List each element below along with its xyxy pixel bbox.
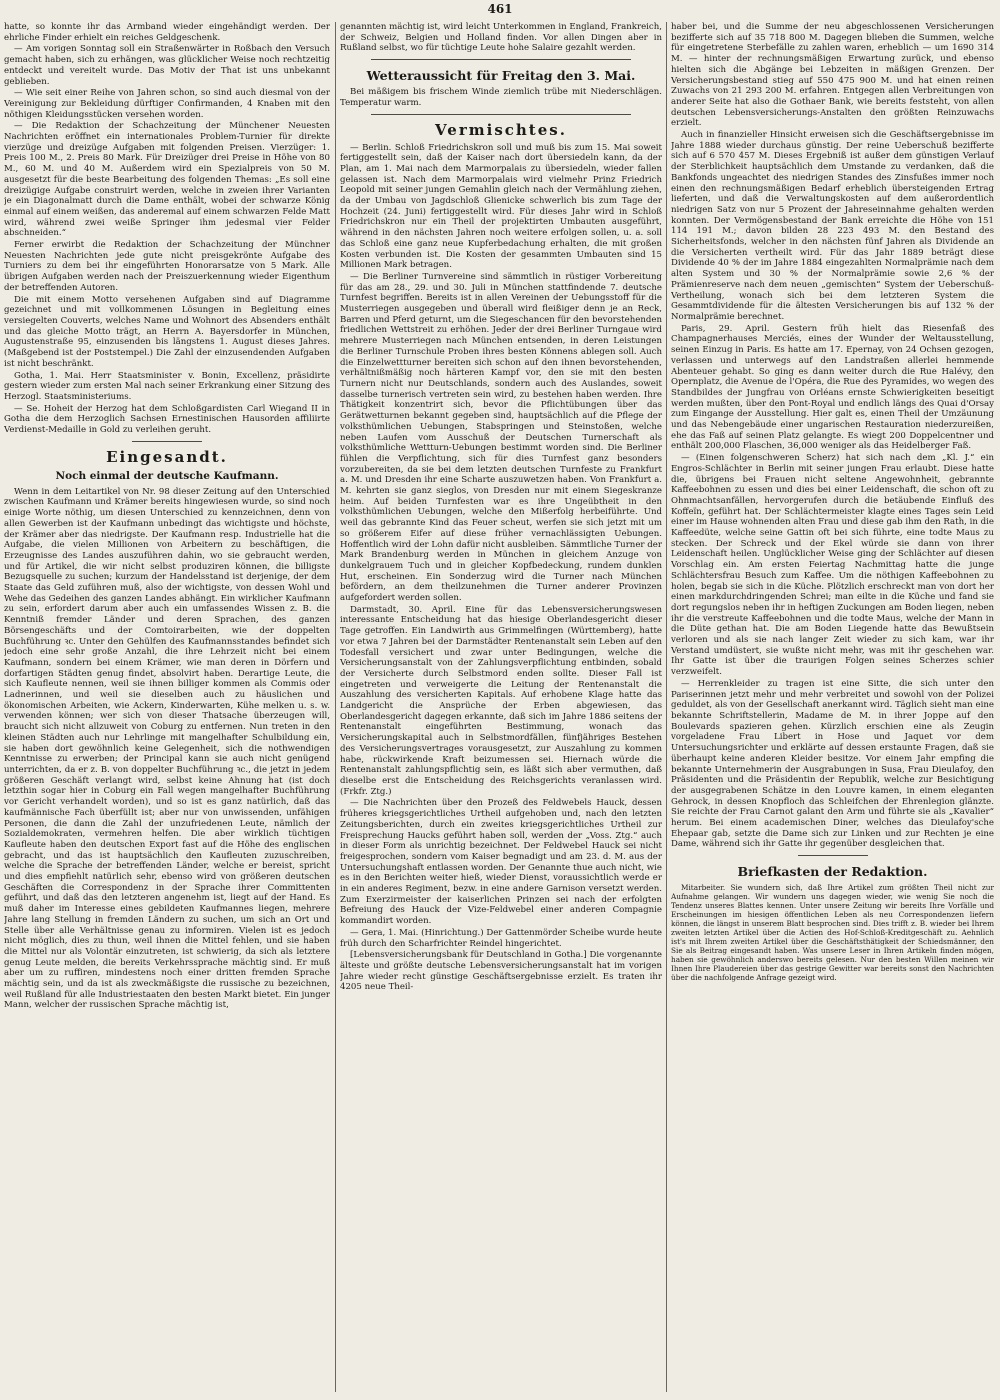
article-text: — (Einen folgenschweren Scherz) hat sich nach dem „Kl. J.“ ein Engros-Schlächter in Berlin mit seiner jungen Frau erlaubt. Diese hatte die, übrigens bei Frauen nicht seltene Angewohnheit, gebrannte Kaffeebohnen zu essen und dies bei einer Leidenschaft, die schon oft zu Ohnmachtsanfällen, hervorgerufen durch die betäubende Einfluß des Koffeïn, geführt hat. Der Schlächtermeister klagte eines Tages sein Leid einer im Hause wohnenden alten Frau und diese gab ihm den Rath, in die Kaffeedüte, welche seine Gattin oft bei sich führte, eine todte Maus zu stecken. Der Schreck und der Ekel würde sie dann von ihrer Leidenschaft heilen. Unglücklicher Weise ging der Schlächter auf diesen Vorschlag ein. Am ersten Feiertag Nachmittag hatte die junge Schlächtersfrau Besuch zum Kaffee. Um die nöthigen Kaffeebohnen zu holen, begab sie sich in die Küche. Plötzlich erschreckt man von dort her einen markdurchdringenden Schrei; man eilte in die Küche und fand sie dort regungslos neben ihr in heftigen Zuckungen am Boden liegen, neben ihr die verstreute Kaffeebohnen und die todte Maus, welche der Mann in die Düte gethan hat. Die am Boden Liegende hatte das Bewußtsein verloren und als sie nach langer Zeit wieder zu sich kam, war ihr Verstand umdüstert, sie wußte nicht mehr, was mit ihr geschehen war. Ihr Gatte ist über die traurigen Folgen seines Scherzes schier verzweifelt. — [671, 453, 994, 678]
section-separator — [132, 441, 202, 442]
article-text: Ferner erwirbt die Redaktion der Schachzeitung der Münchner Neuesten Nachrichten jede gute nicht preisgekrönte Aufgabe des Turniers zu dem bei ihr eingeführten Honorarsatze von 5 Mark. Alle übrigen Aufgaben werden nach der Preiszuerkennung wieder Eigenthum der betreffenden Autoren. — [4, 240, 330, 293]
column-right — [671, 22, 994, 1392]
article-text: genannten mächtig ist, wird leicht Unterkommen in England, Frankreich, der Schweiz, Belgien und Holland finden. Vor allen Dingen aber in Rußland selbst, wo für tüchtige Leute hohe Salaire gezahlt werden. — [340, 22, 662, 54]
article-text: hatte, so konnte ihr das Armband wieder eingehändigt werden. Der ehrliche Finder erhielt ein reiches Geldgeschenk. — [4, 22, 330, 43]
section-separator — [798, 855, 868, 856]
article-text: Die mit einem Motto versehenen Aufgaben sind auf Diagramme gezeichnet und mit vollkommenen Lösungen in Begleitung eines versiegelten Couverts, welches Name und Wohnort des Absenders enthält und das gleiche Motto trägt, an Herrn A. Bayersdorfer in München, Augustenstraße 95, einzusenden bis längstens 1. August dieses Jahres. (Maßgebend ist der Poststempel.) Die Zahl der einzusendenden Aufgaben ist nicht beschränkt. — [4, 294, 330, 369]
section-separator — [371, 59, 631, 60]
article-text: [Lebensversicherungsbank für Deutschland in Gotha.] Die vorgenannte älteste und größte deutsche Lebensversicherungsanstalt hat im vorigen Jahre wieder recht günstige Geschäftsergebnisse erzielt. Es traten ihr 4205 neue Theil- — [340, 950, 662, 993]
article-text: — Die Nachrichten über den Prozeß des Feldwebels Hauck, dessen früheres kriegsgerichtliches Urtheil aufgehoben und, nach den letzten Zeitungsberichten, durch ein zweites kriegsgerichtliches Urtheil zur Freisprechung Haucks geführt haben soll, werden der „Voss. Ztg.“ auch in dieser Form als unrichtig bezeichnet. Der Feldwebel Hauck sei nicht freigesprochen, sondern vom Kaiser begnadigt und am 23. d. M. aus der Untersuchungshaft entlassen worden. Der Genannte thue auch nicht, wie es in den Berichten weiter hieß, wieder Dienst, voraussichtlich werde er in ein anderes Regiment, bezw. in eine andere Garnison versetzt werden. Zum Exerzirmeister der kaiserlichen Prinzen sei nach der erfolgten Befreiung des Hauck der Vize-Feldwebel einer anderen Compagnie kommandirt worden. — [340, 798, 662, 927]
article-text: haber bei, und die Summe der neu abgeschlossenen Versicherungen bezifferte sich auf 35 718 800 M. Dagegen blieben die Summen, welche für eingetretene Sterbefälle zu zahlen waren, erheblich — um 1690 314 M. — hinter der rechnungsmäßigen Erwartung zurück, und ebenso hielten sich die Abgänge bei Lebzeiten in mäßigen Grenzen. Der Versicherungsbestand stieg auf 550 475 900 M. und hat einen reinen Zuwachs von 21 293 200 M. erfahren. Entgegen allen Verbreitungen von anderer Seite hat also die Gothaer Bank, wie bereits feststeht, von allen deutschen Lebensversicherungs-Anstalten den größten Reinzuwachs erzielt. — [671, 22, 994, 129]
article-text: — Wie seit einer Reihe von Jahren schon, so sind auch diesmal von der Vereinigung zur Bekleidung dürftiger Confirmanden, 4 Knaben mit den nöthigen Kleidungsstücken versehen worden. — [4, 88, 330, 120]
article-text: — Die Berliner Turnvereine sind sämmtlich in rüstiger Vorbereitung für das am 28., 29. und 30. Juli in München stattfindende 7. deutsche Turnfest begriffen. Bereits ist in allen Vereinen der Uebungsstoff für die Musterriegen ausgegeben und überall wird fleißiger denn je an Reck, Barren und Pferd geturnt, um die Siegeschancen für den bevorstehenden friedlichen Wettstreit zu erhöhen. Jeder der drei Berliner Turngaue wird mehrere Musterriegen nach München entsenden, in deren Leistungen die Berliner Turnschule Proben ihres besten Könnens ablegen soll. Auch die Einzelwettturner bereiten sich schon auf den ihnen bevorstehenden, verhältnißmäßig noch härteren Kampf vor, den sie mit den besten Turnern nicht nur Deutschlands, sondern auch des Auslandes, soweit dasselbe turnerisch vertreten sein wird, zu bestehen haben werden. Ihre Thätigkeit konzentrirt sich, bevor die Pflichtübungen über das Gerätwetturnen bekannt gegeben sind, hauptsächlich auf die Pflege der volksthümlichen Uebungen, Stabspringen und Steinstoßen, welche neben Laufen vom Ausschuß der Deutschen Turnerschaft als volksthümliche Wettturn-Uebungen bestimmt worden sind. Die Berliner fühlen die Verpflichtung, sich für dies Turnfest ganz besonders vorzubereiten, da sie bei dem letzten deutschen Turnfeste zu Frankfurt a. M. und Dresden ihr eine Scharte auszuwetzen haben. Von Frankfurt a. M. kehrten sie ganz sieglos, von Dresden nur mit einem Siegeskranze heim. Auf beiden Turnfesten war es ihre Ungeübtheit in den volksthümlichen Uebungen, welche den Mißerfolg herbeiführte. Und weil das gebrannte Kind das Feuer scheut, werfen sie sich jetzt mit um so größerem Eifer auf diese früher vernachlässigten Uebungen. Hoffentlich wird der Lohn dafür nicht ausbleiben. Sämmtliche Turner der Mark Brandenburg werden in München in gleichem Anzuge von dunkelgrauem Tuch und in gleicher Kopfbedeckung, rundem dunklen Hut, erscheinen. Ein Sonderzug wird die Turner nach München befördern, an dem theilzunehmen die Turner anderer Provinzen aufgefordert werden sollen. — [340, 271, 662, 604]
article-text: — Gera, 1. Mai. (Hinrichtung.) Der Gattenmörder Scheibe wurde heute früh durch den Scharfrichter Reindel hingerichtet. — [340, 927, 662, 949]
column-left — [4, 22, 330, 1392]
section-heading-vermischtes: Vermischtes. — [435, 120, 567, 139]
section-separator — [371, 114, 631, 115]
article-text: Paris, 29. April. Gestern früh hielt das Riesenfaß des Champagnerhauses Merciés, eines der Wunder der Weltausstellung, seinen Einzug in Paris. Es hatte am 17. Epernay, von 24 Ochsen gezogen, verlassen und unterwegs auf den Landstraßen allerlei hemmende Abenteuer gehabt. So ging es dann weiter durch die Rue Halévy, den Opernplatz, die Avenue de l'Opéra, die Rue des Pyramides, wo wegen des Standbildes der Jungfrau von Orléans ernste Schwierigkeiten beseitigt werden mußten, über den Pont-Royal und endlich längs des Quai d'Orsay zum Eingange der Ausstellung. Hier galt es, einen Theil der Umzäunung und das Nebengebäude einer ungarischen Restauration niederzureißen, ehe das Faß auf seinen Platz gelangte. Es wiegt 200 Doppelcentner und enthält 200,000 Flaschen, 36,000 weniger als das Heidelberger Faß. — [671, 323, 994, 452]
weather-heading: Wetteraussicht für Freitag den 3. Mai. — [366, 68, 636, 84]
column-divider — [335, 22, 336, 1392]
weather-text: Bei mäßigem bis frischem Winde ziemlich trübe mit Niederschlägen. Temperatur warm. — [340, 87, 662, 108]
article-heading-kaufmann: Noch einmal der deutsche Kaufmann. — [55, 469, 279, 482]
article-text: — Se. Hoheit der Herzog hat dem Schloßgardisten Carl Wiegand II in Gotha die dem Herzoglich Sachsen Ernestinischen Hausorden affiliirte Verdienst-Medaille in Gold zu verleihen geruht. — [4, 403, 330, 436]
section-heading-eingesandt: Eingesandt. — [106, 447, 228, 466]
section-heading-briefkasten: Briefkasten der Redaktion. — [737, 864, 928, 880]
article-text: Gotha, 1. Mai. Herr Staatsminister v. Bonin, Excellenz, präsidirte gestern wieder zum ersten Mal nach seiner Erkrankung einer Sitzung des Herzogl. Staatsministeriums. — [4, 370, 330, 402]
article-text: Darmstadt, 30. April. Eine für das Lebensversicherungswesen interessante Entscheidung hat das hiesige Oberlandesgericht dieser Tage getroffen. Ein Landwirth aus Grimmelfingen (Württemberg), hatte vor etwa 7 Jahren bei der Darmstädter Rentenanstalt sein Leben auf den Todesfall versichert und zwar unter Bedingungen, welche die Versicherungsanstalt von der Zahlungsverpflichtung entbinden, sobald der Versicherte durch Selbstmord enden sollte. Dieser Fall ist eingetreten und verweigerte die Leitung der Rentenanstalt die Auszahlung des versicherten Kapitals. Auf erhobene Klage hatte das Landgericht die Ansprüche der Erben abgewiesen, das Oberlandesgericht dagegen erkannte, daß sich im Jahre 1886 seitens der Rentenanstalt eingeführten Bestimmung, wonach das Versicherungskapital auch in Selbstmordfällen, fünfjähriges Bestehen des Versicherungsvertrages vorausgesetzt, zur Auszahlung zu kommen habe, rückwirkende Kraft beizumessen sei. Hiernach würde die Rentenanstalt zahlungspflichtig sein, es läßt sich aber vermuthen, daß dieselbe erst die Entscheidung des Reichsgerichts veranlassen wird. (Frkfr. Ztg.) — [340, 604, 662, 797]
article-text: — Am vorigen Sonntag soll ein Straßenwärter in Roßbach den Versuch gemacht haben, sich zu erhängen, was glücklicher Weise noch rechtzeitig entdeckt und vereitelt wurde. Das Motiv der That ist uns unbekannt geblieben. — [4, 44, 330, 87]
article-text: Auch in finanzieller Hinsicht erweisen sich die Geschäftsergebnisse im Jahre 1888 wieder durchaus günstig. Der reine Ueberschuß bezifferte sich auf 6 570 457 M. Dieses Ergebniß ist außer dem günstigen Verlauf der Sterblichkeit hauptsächlich dem Umstande zu verdanken, daß die Bankfonds ungeachtet des niedrigen Standes des Zinsfußes immer noch einen den rechnungsmäßigen Bedarf erheblich übersteigenden Ertrag lieferten, und daß die Verwaltungskosten auf dem außerordentlich niedrigen Satz von nur 5 Prozent der Jahreseinnahme gehalten werden konnten. Der Vermögensbestand der Bank erreichte die Höhe von 151 114 191 M.; davon bilden 28 223 493 M. den Bestand des Sicherheitsfonds, welcher in den nächsten fünf Jahren als Dividende an die Versicherten vertheilt wird. Für das Jahr 1889 beträgt diese Dividende 40 % der im Jahre 1884 eingezahlten Normalprämie nach dem alten System und 30 % der Normalprämie sowie 2,6 % der Prämienreserve nach dem neuen „gemischten“ System der Ueberschuß-Vertheilung, wonach sich bei dem letzteren System die Gesammtdividende für die ältesten Versicherungen bis auf 132 % der Normalprämie berechnet. — [671, 130, 994, 322]
column-middle — [340, 22, 662, 1392]
page-number: 461 — [487, 2, 513, 16]
column-divider — [666, 22, 667, 1392]
article-text: — Berlin. Schloß Friedrichskron soll und muß bis zum 15. Mai soweit fertiggestellt sein, daß der Kaiser nach dort übersiedeln kann, da der Plan, am 1. Mai nach dem Marmorpalais zu übersiedeln, wieder fallen gelassen ist. Nach dem Marmorpalais wird vielmehr Prinz Friedrich Leopold mit seiner jungen Gemahlin gleich nach der Vermählung ziehen, da der Umbau von Jagdschloß Glienicke schwerlich bis zum Tage der Hochzeit (24. Juni) fertiggestellt wird. Für dieses Jahr wird in Schloß Friedrichskron nur ein Theil der projektirten Umbauten ausgeführt, während in den nächsten Jahren noch weitere erfolgen sollen, u. a. soll das Schloß eine ganz neue Kupferbedachung erhalten, die mit großen Kosten verbunden ist. Die Kosten der gesammten Umbauten sind 15 Millionen Mark betragen. — [340, 142, 662, 271]
article-text: Wenn in dem Leitartikel von Nr. 98 dieser Zeitung auf den Unterschied zwischen Kaufmann und Krämer bereits hingewiesen wurde, so sind noch einige Worte nöthig, um diesen Unterschied zu kennzeichnen, denn von allen Gewerben ist der Kaufmann unbedingt das wichtigste und höchste, der Krämer aber das niedrigste. Der Kaufmann resp. Industrielle hat die Aufgabe, die vielen Millionen von Arbeitern zu beschäftigen, die Erzeugnisse des Landes auszuführen dahin, wo sie gebraucht werden, und für Artikel, die wir nicht selbst produziren können, die billigste Bezugsquelle zu suchen; kurzum der Handelsstand ist derjenige, der dem Staate das Geld zuführen muß, also der wichtigste, von dessen Wohl und Wehe das Gedeihen des ganzen Landes abhängt. Ein wirklicher Kaufmann zu sein, erfordert darum aber auch ein umfassendes Wissen z. B. die Kenntniß fremder Länder und deren Sprachen, des ganzen Börsengeschäfts und der Comtoirarbeiten, wie der doppelten Buchführung ꝛc. Unter den Gehülfen des Kaufmannsstandes befindet sich jedoch eine sehr große Anzahl, die ihre Lehrzeit nicht bei einem Kaufmann, sondern bei einem Krämer, wie man deren in Dörfern und dorfartigen Städten genug findet, absolvirt haben. Derartige Leute, die sich Kaufleute nennen, weil sie ihnen billiger kommen als Commis oder Ladnerinnen, und weil sie dieselben auch zu häuslichen und ökonomischen Arbeiten, wie Ackern, Kinderwarten, Kühe melken u. s. w. verwenden können; wer sich von dieser Thatsache überzeugen will, braucht sich nicht allzuweit von Coburg zu entfernen. Nun treten in den kleinen Städten auch nur Lehrlinge mit mangelhafter Schulbildung ein, sie haben dort gewöhnlich keine Gelegenheit, sich die nothwendigen Kenntnisse zu erwerben; der Principal kann sie auch nicht genügend unterrichten, da er z. B. von doppelter Buchführung ꝛc., die jetzt in jedem größeren Geschäft verlangt wird, selbst keine Ahnung hat (ist doch letzthin sogar hier in Coburg ein Fall wegen mangelhafter Buchführung vor Gericht verhandelt worden), und so ist es ganz natürlich, daß das kaufmännische Fach überfüllt ist; aber nur von unwissenden, unfähigen Personen, die dann die Zahl der unzufriedenen Leute, nämlich der Sozialdemokraten, vermehren helfen. Die aber wirklich tüchtigen Kaufleute haben den deutschen Export fast auf die Höhe des englischen gebracht, und das ist hauptsächlich den Kaufleuten zuzuschreiben, welche die Sprache der betreffenden Länder, welche er bereist, spricht und dies empfiehlt natürlich sehr, ebenso wird von größeren deutschen Geschäften die Correspondenz in der Sprache ihrer Committenten geführt, und daß das den letzteren angenehm ist, liegt auf der Hand. Es muß daher im Interesse eines gebildeten Kaufmannes liegen, mehrere Jahre lang Stellung in fremden Ländern zu suchen, um sich an Ort und Stelle über alle Verhältnisse genau zu informiren. Vielen ist es jedoch nicht möglich, dies zu thun, weil ihnen die Mittel fehlen, und sie haben die Mittel nur als Volontär einzutreten, ist schwierig, da sich als letztere genug Leute melden, die bereits Verkehrssprache mächtig sind. Er muß aber um zu ruffiren, mindestens noch einer dritten fremden Sprache mächtig sein, und da ist als zweckmäßigste die russische zu bezeichnen, weil Rußland für alle Industriestaaten den besten Markt bietet. Ein junger Mann, welcher der russischen Sprache mächtig ist, — [4, 486, 330, 1011]
article-text: — Die Redaktion der Schachzeitung der Münchener Neuesten Nachrichten eröffnet ein internationales Problem-Turnier für direkte vierzüge und dreizüge Aufgaben mit folgenden Preisen. Vierzüger: 1. Preis 100 M., 2. Preis 80 Mark. Für Dreizüger drei Preise in Höhe von 80 M., 60 M. und 40 M. Außerdem wird ein Spezialpreis von 50 M. ausgesetzt für die beste Bearbeitung des folgenden Themas: „Es soll eine dreizügige Aufgabe construirt werden, welche in zweien ihrer Varianten je ein Diagonalmatt durch die Dame enthält, wobei der schwarze König einmal auf einem weißen, das anderemal auf einem schwarzen Felde Matt wird, während zwei weiße Springer ihm jedesmal vier Felder abschneiden.“ — [4, 121, 330, 239]
notice-text: Mitarbeiter. Sie wundern sich, daß Ihre Artikel zum größten Theil nicht zur Aufnahme gelangen. Wir wundern uns dagegen wieder, wie wenig Sie noch die Tendenz unseres Blattes kennen. Unter unsere Zeitung wir bereits Ihre Vorfälle und Erscheinungen im hiesigen öffentlichen Leben als neu Correspondenzen liefern können, die längst in unserem Blatt besprochen sind. Dies trifft z. B. wieder bei Ihrem zweiten letzten Artikel über die Actien des Hof-Schloß-Kreditgeschäft zu. Aehnlich ist's mit Ihrem zweiten Artikel über die Geschäftsthätigkeit der Schiedsmänner, den Sie als Beitrag eingesandt haben. Was unsere Leser in Ihren Artikeln finden mögen, haben sie gewöhnlich anderswo bereits gelesen. Nur den besten Willen meinen wir Ihnen Ihre Plaudereien über das gestrige Gewitter war bereits sonst den Nachrichten über die nachfolgende Anfrage gezeigt wird. — [671, 883, 994, 983]
article-text: — Herrenkleider zu tragen ist eine Sitte, die sich unter den Pariserinnen jetzt mehr und mehr verbreitet und sowohl von der Polizei geduldet, als von der Gesellschaft anerkannt wird. Täglich sieht man eine bekannte Schriftstellerin, Madame de M. in ihrer Joppe auf den Boulevards spazieren gehen. Kürzlich erschien eine als Zeugin vorgeladene Frau Libert in Hose und Jaquet vor dem Untersuchungsrichter und erklärte auf dessen erstaunte Fragen, daß sie überhaupt keine anderen Kleider besitze. Vor einem Jahr empfing die bekannte Unternehmerin der Ausgrabungen in Susa, Frau Dieulafoy, den Präsidenten und die Präsidentin der Republik, welche zur Besichtigung der ausgegrabenen Schätze in den Louvre kamen, in einem eleganten Gehrock, in dessen Knopfloch das Schleifchen der Ehrenlegion glänzte. Sie reichte der Frau Carnot galant den Arm und führte sie als „Kavalier“ herum. Bei einem academischen Diner, welches das Dieulafoy'sche Ehepaar gab, setzte die Dame sich zur Linken und zur Rechten je eine Dame, während sich ihr Gatte ihr gegenüber desgleichen that. — [671, 678, 994, 850]
